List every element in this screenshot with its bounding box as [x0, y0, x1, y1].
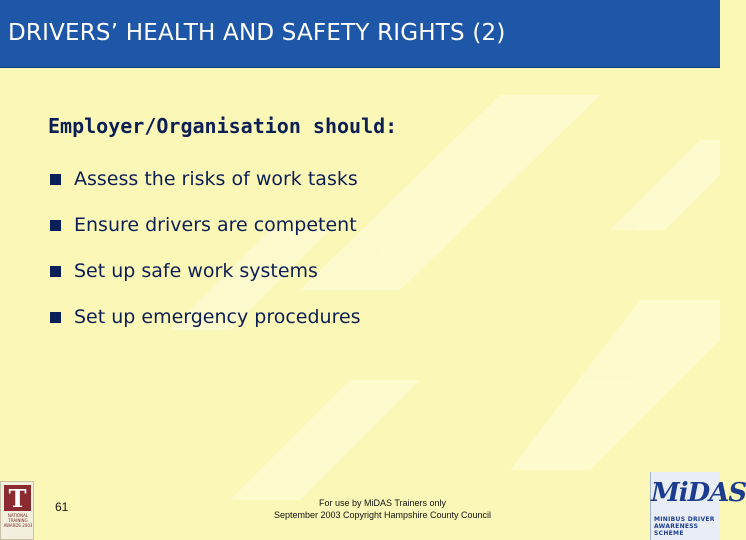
- footer: [230, 497, 535, 521]
- bullet-text: Set up emergency procedures: [74, 306, 361, 328]
- bullet-text: Ensure drivers are competent: [74, 214, 357, 236]
- title-bar: [0, 0, 720, 68]
- national-training-awards-logo: [0, 481, 34, 540]
- midas-wordmark: MiDAS: [651, 478, 746, 508]
- bullet-list: [50, 156, 361, 340]
- square-bullet-icon: [50, 220, 61, 231]
- bullet-item: [50, 294, 361, 340]
- bullet-text: Assess the risks of work tasks: [74, 168, 358, 190]
- footer-line-2: September 2003 Copyright Hampshire County Council: [273, 510, 492, 520]
- bullet-item: [50, 202, 361, 248]
- bullet-item: [50, 156, 361, 202]
- midas-logo: [650, 472, 746, 540]
- midas-subtext: MINIBUS DRIVER AWARENESS SCHEME: [654, 516, 715, 537]
- square-bullet-icon: [50, 312, 61, 323]
- footer-line-1: For use by MiDAS Trainers only: [318, 498, 447, 508]
- logo-caption: NATIONAL TRAINING AWARDS 2003: [3, 513, 33, 528]
- page-number: 61: [55, 500, 69, 514]
- subheading: Employer/Organisation should:: [48, 114, 398, 138]
- logo-letter: T: [4, 485, 31, 511]
- square-bullet-icon: [50, 266, 61, 277]
- bullet-item: [50, 248, 361, 294]
- slide-title: DRIVERS’ HEALTH AND SAFETY RIGHTS (2): [8, 20, 506, 46]
- square-bullet-icon: [50, 174, 61, 185]
- bullet-text: Set up safe work systems: [74, 260, 318, 282]
